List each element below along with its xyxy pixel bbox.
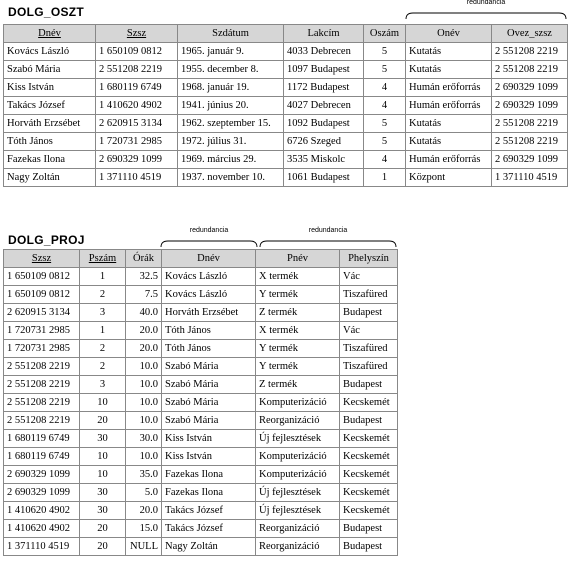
cell-onev: Kutatás <box>406 61 492 79</box>
cell-oszam: 5 <box>364 133 406 151</box>
cell-phelyszin: Tiszafüred <box>340 286 398 304</box>
cell-szsz: 2 551208 2219 <box>4 376 80 394</box>
col-header-oszam: Oszám <box>364 25 406 43</box>
col-header-ovez-szsz: Ovez_szsz <box>492 25 568 43</box>
cell-dnev: Nagy Zoltán <box>162 538 256 556</box>
cell-onev: Kutatás <box>406 133 492 151</box>
cell-pszam: 2 <box>80 286 126 304</box>
cell-dnev: Szabó Mária <box>162 376 256 394</box>
cell-oszam: 5 <box>364 61 406 79</box>
cell-pnev: Reorganizáció <box>256 520 340 538</box>
cell-dnev: Fazekas Ilona <box>162 484 256 502</box>
cell-onev: Humán erőforrás <box>406 151 492 169</box>
cell-orak: 20.0 <box>126 502 162 520</box>
cell-orak: 20.0 <box>126 322 162 340</box>
cell-pszam: 1 <box>80 322 126 340</box>
cell-szsz: 2 690329 1099 <box>4 466 80 484</box>
cell-pszam: 10 <box>80 448 126 466</box>
cell-szdatum: 1968. január 19. <box>178 79 284 97</box>
cell-pszam: 3 <box>80 376 126 394</box>
cell-pszam: 20 <box>80 520 126 538</box>
cell-orak: 7.5 <box>126 286 162 304</box>
table-row <box>4 97 568 115</box>
cell-onev: Kutatás <box>406 43 492 61</box>
cell-pnev: Y termék <box>256 286 340 304</box>
table-row <box>4 340 398 358</box>
table-row <box>4 448 398 466</box>
cell-szsz: 1 410620 4902 <box>4 502 80 520</box>
cell-pszam: 20 <box>80 538 126 556</box>
cell-pszam: 2 <box>80 340 126 358</box>
cell-dnev: Kovács László <box>4 43 96 61</box>
cell-pszam: 20 <box>80 412 126 430</box>
cell-lakcim: 6726 Szeged <box>284 133 364 151</box>
cell-onev: Humán erőforrás <box>406 79 492 97</box>
cell-phelyszin: Tiszafüred <box>340 358 398 376</box>
cell-pnev: X termék <box>256 268 340 286</box>
cell-lakcim: 1172 Budapest <box>284 79 364 97</box>
cell-dnev: Takács József <box>162 502 256 520</box>
cell-pnev: Reorganizáció <box>256 538 340 556</box>
header-row <box>4 250 398 268</box>
cell-dnev: Kiss István <box>162 430 256 448</box>
redundancy-bracket-proj-pnev <box>259 228 397 248</box>
cell-szsz: 2 690329 1099 <box>4 484 80 502</box>
cell-szsz: 2 620915 3134 <box>96 115 178 133</box>
cell-szsz: 2 551208 2219 <box>4 412 80 430</box>
cell-szsz: 1 680119 6749 <box>96 79 178 97</box>
cell-dnev: Kiss István <box>4 79 96 97</box>
cell-onev: Humán erőforrás <box>406 97 492 115</box>
cell-lakcim: 1097 Budapest <box>284 61 364 79</box>
table-row <box>4 538 398 556</box>
cell-szsz: 1 650109 0812 <box>4 268 80 286</box>
cell-orak: NULL <box>126 538 162 556</box>
cell-pszam: 1 <box>80 268 126 286</box>
cell-phelyszin: Budapest <box>340 304 398 322</box>
table-row <box>4 43 568 61</box>
cell-szdatum: 1937. november 10. <box>178 169 284 187</box>
cell-szsz: 1 410620 4902 <box>96 97 178 115</box>
cell-pszam: 3 <box>80 304 126 322</box>
table-row <box>4 133 568 151</box>
cell-pnev: X termék <box>256 322 340 340</box>
cell-dnev: Nagy Zoltán <box>4 169 96 187</box>
redundancy-label: redundancia <box>189 227 229 234</box>
table-row <box>4 376 398 394</box>
cell-dnev: Kovács László <box>162 286 256 304</box>
cell-dnev: Horváth Erzsébet <box>4 115 96 133</box>
table-row <box>4 115 568 133</box>
cell-szsz: 1 680119 6749 <box>4 430 80 448</box>
cell-dnev: Horváth Erzsébet <box>162 304 256 322</box>
cell-dnev: Szabó Mária <box>162 394 256 412</box>
cell-phelyszin: Tiszafüred <box>340 340 398 358</box>
cell-szsz: 2 551208 2219 <box>96 61 178 79</box>
table-row <box>4 268 398 286</box>
col-header-pnev: Pnév <box>256 250 340 268</box>
cell-phelyszin: Kecskemét <box>340 448 398 466</box>
col-header-szsz: Szsz <box>4 250 80 268</box>
cell-oszam: 5 <box>364 43 406 61</box>
cell-orak: 10.0 <box>126 448 162 466</box>
header-row <box>4 25 568 43</box>
cell-szsz: 2 620915 3134 <box>4 304 80 322</box>
cell-dnev: Szabó Mária <box>4 61 96 79</box>
cell-orak: 10.0 <box>126 394 162 412</box>
cell-onev: Kutatás <box>406 115 492 133</box>
cell-pnev: Y termék <box>256 358 340 376</box>
cell-ovez-szsz: 2 551208 2219 <box>492 43 568 61</box>
cell-pnev: Komputerizáció <box>256 394 340 412</box>
cell-lakcim: 3535 Miskolc <box>284 151 364 169</box>
cell-szdatum: 1969. március 29. <box>178 151 284 169</box>
table-row <box>4 430 398 448</box>
cell-szdatum: 1972. július 31. <box>178 133 284 151</box>
cell-orak: 30.0 <box>126 430 162 448</box>
cell-phelyszin: Kecskemét <box>340 502 398 520</box>
table-row <box>4 484 398 502</box>
cell-szsz: 2 551208 2219 <box>4 358 80 376</box>
cell-dnev: Fazekas Ilona <box>162 466 256 484</box>
table-row <box>4 520 398 538</box>
cell-szdatum: 1955. december 8. <box>178 61 284 79</box>
cell-pszam: 10 <box>80 466 126 484</box>
cell-orak: 10.0 <box>126 358 162 376</box>
cell-phelyszin: Kecskemét <box>340 394 398 412</box>
cell-ovez-szsz: 1 371110 4519 <box>492 169 568 187</box>
col-header-lakcim: Lakcím <box>284 25 364 43</box>
cell-phelyszin: Vác <box>340 268 398 286</box>
table-row <box>4 502 398 520</box>
cell-ovez-szsz: 2 690329 1099 <box>492 151 568 169</box>
cell-onev: Központ <box>406 169 492 187</box>
cell-szsz: 1 410620 4902 <box>4 520 80 538</box>
cell-szsz: 1 371110 4519 <box>96 169 178 187</box>
cell-szsz: 1 650109 0812 <box>96 43 178 61</box>
cell-szdatum: 1962. szeptember 15. <box>178 115 284 133</box>
cell-dnev: Takács József <box>162 520 256 538</box>
cell-phelyszin: Budapest <box>340 538 398 556</box>
cell-ovez-szsz: 2 551208 2219 <box>492 133 568 151</box>
cell-szsz: 1 371110 4519 <box>4 538 80 556</box>
cell-ovez-szsz: 2 551208 2219 <box>492 115 568 133</box>
cell-orak: 15.0 <box>126 520 162 538</box>
col-header-dnev: Dnév <box>4 25 96 43</box>
cell-pnev: Új fejlesztések <box>256 502 340 520</box>
cell-dnev: Szabó Mária <box>162 412 256 430</box>
col-header-dnev: Dnév <box>162 250 256 268</box>
cell-pnev: Z termék <box>256 304 340 322</box>
cell-oszam: 5 <box>364 115 406 133</box>
cell-szsz: 2 551208 2219 <box>4 394 80 412</box>
cell-phelyszin: Kecskemét <box>340 484 398 502</box>
dolg-proj-table <box>3 249 398 556</box>
cell-orak: 40.0 <box>126 304 162 322</box>
col-header-orak: Órák <box>126 250 162 268</box>
cell-ovez-szsz: 2 690329 1099 <box>492 79 568 97</box>
cell-szsz: 1 720731 2985 <box>96 133 178 151</box>
cell-lakcim: 1061 Budapest <box>284 169 364 187</box>
cell-oszam: 1 <box>364 169 406 187</box>
table-row <box>4 394 398 412</box>
cell-pnev: Új fejlesztések <box>256 430 340 448</box>
cell-phelyszin: Budapest <box>340 520 398 538</box>
cell-pnev: Komputerizáció <box>256 466 340 484</box>
cell-dnev: Tóth János <box>162 322 256 340</box>
cell-pnev: Új fejlesztések <box>256 484 340 502</box>
cell-szsz: 1 650109 0812 <box>4 286 80 304</box>
table-row <box>4 79 568 97</box>
cell-orak: 32.5 <box>126 268 162 286</box>
col-header-szsz: Szsz <box>96 25 178 43</box>
cell-ovez-szsz: 2 690329 1099 <box>492 97 568 115</box>
cell-lakcim: 4033 Debrecen <box>284 43 364 61</box>
table-row <box>4 322 398 340</box>
cell-pnev: Z termék <box>256 376 340 394</box>
table-title-dolg-proj: DOLG_PROJ <box>8 233 85 247</box>
cell-dnev: Takács József <box>4 97 96 115</box>
cell-szsz: 2 690329 1099 <box>96 151 178 169</box>
redundancy-bracket-oszt <box>405 0 567 20</box>
col-header-pszam: Pszám <box>80 250 126 268</box>
cell-pszam: 30 <box>80 484 126 502</box>
cell-ovez-szsz: 2 551208 2219 <box>492 61 568 79</box>
cell-dnev: Kiss István <box>162 448 256 466</box>
cell-phelyszin: Kecskemét <box>340 430 398 448</box>
col-header-szdatum: Szdátum <box>178 25 284 43</box>
table-row <box>4 358 398 376</box>
cell-dnev: Kovács László <box>162 268 256 286</box>
cell-oszam: 4 <box>364 97 406 115</box>
cell-szsz: 1 680119 6749 <box>4 448 80 466</box>
table-row <box>4 304 398 322</box>
cell-orak: 10.0 <box>126 412 162 430</box>
cell-szsz: 1 720731 2985 <box>4 322 80 340</box>
redundancy-label: redundancia <box>308 227 348 234</box>
redundancy-label: redundancia <box>466 0 506 6</box>
cell-pnev: Y termék <box>256 340 340 358</box>
cell-pnev: Komputerizáció <box>256 448 340 466</box>
cell-phelyszin: Budapest <box>340 412 398 430</box>
table-row <box>4 151 568 169</box>
table-row <box>4 169 568 187</box>
cell-szdatum: 1941. június 20. <box>178 97 284 115</box>
redundancy-bracket-proj-dnev <box>160 228 258 248</box>
col-header-onev: Onév <box>406 25 492 43</box>
cell-oszam: 4 <box>364 151 406 169</box>
cell-oszam: 4 <box>364 79 406 97</box>
cell-orak: 10.0 <box>126 376 162 394</box>
cell-pszam: 2 <box>80 358 126 376</box>
cell-dnev: Szabó Mária <box>162 358 256 376</box>
cell-dnev: Tóth János <box>4 133 96 151</box>
cell-pszam: 30 <box>80 502 126 520</box>
cell-dnev: Fazekas Ilona <box>4 151 96 169</box>
cell-orak: 5.0 <box>126 484 162 502</box>
cell-szsz: 1 720731 2985 <box>4 340 80 358</box>
cell-pszam: 10 <box>80 394 126 412</box>
cell-lakcim: 1092 Budapest <box>284 115 364 133</box>
table-row <box>4 466 398 484</box>
cell-phelyszin: Kecskemét <box>340 466 398 484</box>
cell-dnev: Tóth János <box>162 340 256 358</box>
table-title-dolg-oszt: DOLG_OSZT <box>8 5 85 19</box>
cell-lakcim: 4027 Debrecen <box>284 97 364 115</box>
cell-orak: 20.0 <box>126 340 162 358</box>
cell-orak: 35.0 <box>126 466 162 484</box>
col-header-phelyszin: Phelyszín <box>340 250 398 268</box>
cell-pnev: Reorganizáció <box>256 412 340 430</box>
table-row <box>4 61 568 79</box>
cell-phelyszin: Budapest <box>340 376 398 394</box>
cell-phelyszin: Vác <box>340 322 398 340</box>
cell-szdatum: 1965. január 9. <box>178 43 284 61</box>
table-row <box>4 412 398 430</box>
dolg-oszt-table <box>3 24 568 187</box>
cell-pszam: 30 <box>80 430 126 448</box>
table-row <box>4 286 398 304</box>
